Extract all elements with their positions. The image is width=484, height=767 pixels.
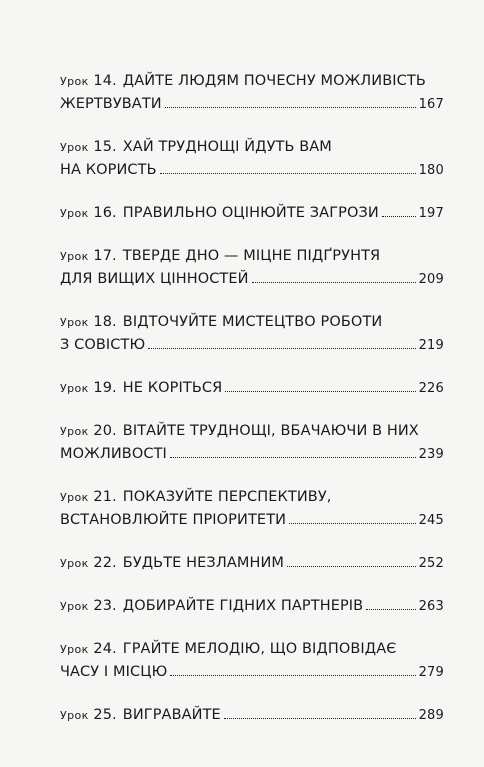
lesson-title: ГРАЙТЕ МЕЛОДІЮ, ЩО ВІДПОВІДАЄ — [122, 641, 397, 657]
lesson-title: МОЖЛИВОСТІ — [60, 446, 167, 462]
toc-entry[interactable] — [60, 420, 444, 466]
lesson-title: З СОВІСТЮ — [60, 337, 146, 353]
dot-leader — [382, 216, 416, 217]
dot-leader — [289, 523, 415, 524]
lesson-label: Урок — [60, 250, 89, 263]
toc-entry[interactable] — [60, 377, 444, 400]
lesson-number: 18. — [93, 314, 117, 330]
lesson-title: ВІТАЙТЕ ТРУДНОЩІ, ВБАЧАЮЧИ В НИХ — [122, 423, 419, 439]
page-number: 239 — [418, 447, 444, 462]
dot-leader — [170, 457, 416, 458]
page-number: 279 — [418, 665, 444, 680]
lesson-number: 20. — [93, 423, 117, 439]
page-number: 209 — [418, 272, 444, 287]
toc-entry[interactable] — [60, 595, 444, 618]
dot-leader — [165, 107, 416, 108]
lesson-title: НА КОРИСТЬ — [60, 162, 157, 178]
lesson-label: Урок — [60, 316, 89, 329]
page-number: 263 — [418, 599, 444, 614]
lesson-number: 17. — [93, 248, 117, 264]
toc-entry[interactable] — [60, 70, 444, 116]
dot-leader — [366, 609, 415, 610]
lesson-label: Урок — [60, 75, 89, 88]
toc-entry-first-line — [60, 420, 444, 443]
lesson-label: Урок — [60, 491, 89, 504]
lesson-title: ВСТАНОВЛЮЙТЕ ПРІОРИТЕТИ — [60, 512, 287, 528]
toc-entry-first-line — [60, 70, 444, 93]
toc-entry-first-line — [60, 136, 444, 159]
toc-entry[interactable] — [60, 486, 444, 532]
toc-entry-continuation-line — [60, 661, 444, 684]
lesson-label: Урок — [60, 600, 89, 613]
lesson-title: ХАЙ ТРУДНОЩІ ЙДУТЬ ВАМ — [122, 139, 332, 155]
dot-leader — [170, 675, 415, 676]
lesson-title: ЖЕРТВУВАТИ — [60, 96, 162, 112]
lesson-title: НЕ КОРІТЬСЯ — [122, 380, 223, 396]
lesson-number: 14. — [93, 73, 117, 89]
lesson-label: Урок — [60, 557, 89, 570]
page-number: 245 — [418, 513, 444, 528]
toc-entry[interactable] — [60, 704, 444, 727]
toc-entry[interactable] — [60, 245, 444, 291]
toc-entry-continuation-line — [60, 159, 444, 182]
lesson-label: Урок — [60, 141, 89, 154]
toc-entry-first-line — [60, 311, 444, 334]
dot-leader — [252, 282, 416, 283]
toc-entry-first-line — [60, 245, 444, 268]
toc-entry-first-line — [60, 704, 444, 727]
toc-entry-first-line — [60, 552, 444, 575]
page-number: 197 — [418, 206, 444, 221]
lesson-title: ДАЙТЕ ЛЮДЯМ ПОЧЕСНУ МОЖЛИВІСТЬ — [122, 73, 426, 89]
toc-entry-first-line — [60, 595, 444, 618]
lesson-title: ДЛЯ ВИЩИХ ЦІННОСТЕЙ — [60, 271, 249, 287]
page-number: 219 — [418, 338, 444, 353]
lesson-title: ТВЕРДЕ ДНО — МІЦНЕ ПІДҐРУНТЯ — [122, 248, 381, 264]
lesson-title: БУДЬТЕ НЕЗЛАМНИМ — [122, 555, 285, 571]
page-number: 252 — [418, 556, 444, 571]
dot-leader — [287, 566, 416, 567]
toc-entry-first-line — [60, 486, 444, 509]
lesson-title: ВІДТОЧУЙТЕ МИСТЕЦТВО РОБОТИ — [122, 314, 383, 330]
toc-entry[interactable] — [60, 311, 444, 357]
toc-entry-continuation-line — [60, 443, 444, 466]
lesson-number: 23. — [93, 598, 117, 614]
toc-entry[interactable] — [60, 202, 444, 225]
lesson-number: 24. — [93, 641, 117, 657]
toc-entry-continuation-line — [60, 268, 444, 291]
lesson-number: 22. — [93, 555, 117, 571]
page-number: 226 — [418, 381, 444, 396]
toc-entry[interactable] — [60, 552, 444, 575]
lesson-title: ДОБИРАЙТЕ ГІДНИХ ПАРТНЕРІВ — [122, 598, 364, 614]
page-number: 180 — [418, 163, 444, 178]
page-number: 289 — [418, 708, 444, 723]
lesson-title: ПРАВИЛЬНО ОЦІНЮЙТЕ ЗАГРОЗИ — [122, 205, 379, 221]
table-of-contents — [60, 70, 444, 747]
lesson-label: Урок — [60, 382, 89, 395]
toc-entry-continuation-line — [60, 334, 444, 357]
page-number: 167 — [418, 97, 444, 112]
dot-leader — [224, 718, 416, 719]
toc-entry[interactable] — [60, 136, 444, 182]
toc-entry-first-line — [60, 202, 444, 225]
lesson-number: 25. — [93, 707, 117, 723]
dot-leader — [160, 173, 416, 174]
toc-entry-first-line — [60, 377, 444, 400]
lesson-label: Урок — [60, 207, 89, 220]
dot-leader — [225, 391, 415, 392]
toc-entry-first-line — [60, 638, 444, 661]
toc-entry[interactable] — [60, 638, 444, 684]
lesson-label: Урок — [60, 425, 89, 438]
toc-entry-continuation-line — [60, 509, 444, 532]
lesson-number: 21. — [93, 489, 117, 505]
lesson-title: ПОКАЗУЙТЕ ПЕРСПЕКТИВУ, — [122, 489, 332, 505]
lesson-number: 19. — [93, 380, 117, 396]
lesson-label: Урок — [60, 709, 89, 722]
dot-leader — [148, 348, 415, 349]
toc-entry-continuation-line — [60, 93, 444, 116]
lesson-number: 16. — [93, 205, 117, 221]
lesson-title: ВИГРАВАЙТЕ — [122, 707, 221, 723]
lesson-title: ЧАСУ І МІСЦЮ — [60, 664, 168, 680]
lesson-number: 15. — [93, 139, 117, 155]
lesson-label: Урок — [60, 643, 89, 656]
